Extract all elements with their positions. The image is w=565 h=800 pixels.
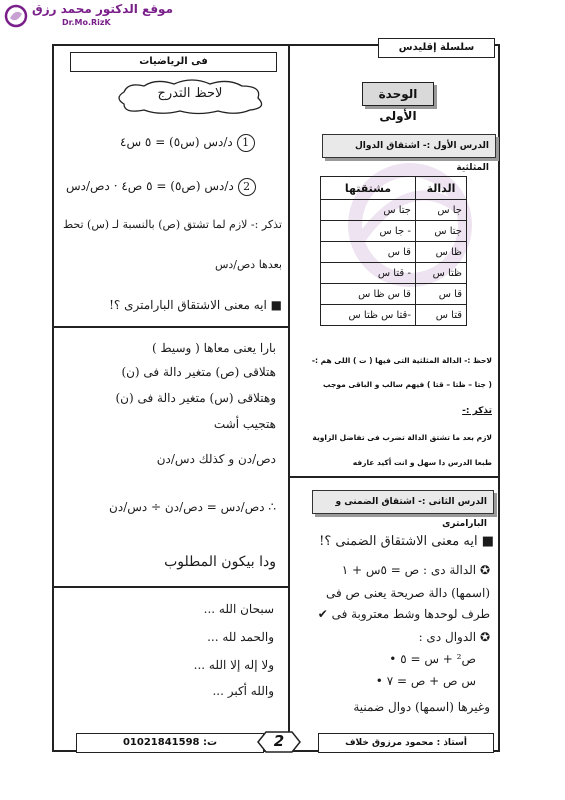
param-line-2: هتلاقى (ص) متغير دالة فى (ن) — [121, 365, 276, 379]
param-line-7: ودا بيكون المطلوب — [164, 554, 276, 570]
star-circle-icon: ✪ — [476, 630, 490, 644]
logo-mark-icon — [4, 4, 28, 28]
table-header-row — [321, 177, 467, 200]
dhikr-line-2: والحمد لله ... — [207, 630, 274, 644]
site-logo — [4, 2, 173, 32]
series-label: سلسلة إقليدس — [378, 38, 495, 58]
number-1-badge: 1 — [237, 134, 255, 152]
dot-bullet-icon: • — [375, 674, 387, 688]
dhikr-line-1: سبحان الله ... — [203, 602, 274, 616]
implicit-line-5-text: ص² + س = ٥ — [400, 652, 476, 666]
implicit-line-2: (اسمها) دالة صريحة يعنى ص فى — [325, 586, 490, 600]
param-line-3: وهتلاقى (س) متغير دالة فى (ن) — [115, 391, 276, 405]
implicit-line-1-text: الدالة دى : ص = ٥س + ١ — [341, 563, 477, 577]
table-cell: -قتا س ظتا س — [321, 305, 416, 326]
dhikr-line-3: ولا إله إلا الله ... — [193, 658, 274, 672]
derivatives-table — [320, 176, 467, 326]
implicit-line-4-text: الدوال دى : — [418, 630, 477, 644]
param-line-4: هتجيب أشت — [213, 417, 276, 431]
dhikr-line-4: والله أكبر ... — [212, 684, 274, 698]
remember-note-2: بعدها دص/دس — [214, 258, 282, 271]
checkmark-icon: ✔ — [317, 607, 332, 621]
dot-bullet-icon: • — [389, 652, 401, 666]
table-header-function: الدالة — [415, 177, 466, 200]
table-cell: قا س — [321, 242, 416, 263]
implicit-line-7: وغيرها (اسمها) دوال ضمنية — [353, 700, 490, 714]
phone-label: ت: 01021841598 — [76, 733, 264, 753]
column-divider — [288, 44, 290, 752]
lesson1-title: الدرس الأول :- اشتقاق الدوال المثلثية — [322, 134, 496, 158]
remember-note: تذكر :- لازم لما تشتق (ص) بالنسبة لـ (س) تحط — [62, 218, 282, 231]
table-cell: قا س ظا س — [321, 284, 416, 305]
square-bullet-icon: ■ — [477, 534, 494, 549]
example-2 — [66, 178, 282, 196]
param-question-text: ايه معنى الاشتقاق البارامترى ؟! — [109, 298, 267, 312]
remember-line-2: طبعا الدرس دا سهل و انت أكيد عارفه — [352, 458, 492, 467]
implicit-line-3 — [296, 607, 490, 621]
square-bullet-icon: ■ — [266, 298, 282, 312]
teacher-label: أستاذ : محمود مرزوق خلاف — [318, 733, 494, 753]
cloud-text: لاحظ التدرج — [157, 86, 223, 101]
table-header-derivative: مشتقتها — [321, 177, 416, 200]
implicit-line-5 — [296, 652, 476, 666]
table-cell: - جا س — [321, 221, 416, 242]
table-cell: جتا س — [415, 221, 466, 242]
star-circle-icon: ✪ — [476, 563, 490, 577]
lesson2-title: الدرس الثانى :- اشتقاق الضمنى و البارامترى — [312, 490, 494, 514]
subject-label: فى الرياضيات — [70, 52, 277, 72]
table-cell: قتا س — [415, 305, 466, 326]
table-row — [321, 305, 467, 326]
table-cell: جتا س — [321, 200, 416, 221]
section-rule — [290, 476, 500, 478]
example-1 — [120, 134, 282, 152]
implicit-line-1 — [296, 563, 490, 577]
table-cell: جا س — [415, 200, 466, 221]
logo-english-text: Dr.Mo.RizK — [62, 18, 111, 27]
logo-arabic-text: موقع الدكتور محمد رزق — [32, 2, 173, 16]
section-rule-left-2 — [54, 586, 288, 588]
table-row — [321, 200, 467, 221]
implicit-line-3-text: طرف لوحدها وشط معتروبة فى — [331, 607, 490, 621]
example-2-text: د/دس (ص٥) = ٥ ص٤ · دص/دس — [66, 179, 234, 193]
note-line: ( جتا – ظتا – قتا ) فيهم سالب و الباقى موجب — [323, 380, 492, 389]
implicit-question-text: ايه معنى الاشتقاق الضمنى ؟! — [319, 534, 478, 549]
table-cell: قا س — [415, 284, 466, 305]
table-cell: - قتا س — [321, 263, 416, 284]
note-label: لاحظ :- الدالة المثلثية التى فيها ( ت ) اللى هم :- — [311, 356, 492, 365]
remember-label: تذكر :- — [462, 406, 492, 416]
remember-line: لازم بعد ما تشتق الدالة تضرب فى تفاضل الزاوية — [312, 433, 492, 442]
param-line-6: ∴ دص/دس = دص/دن ÷ دس/دن — [109, 500, 276, 514]
table-row — [321, 263, 467, 284]
param-line-1: بارا يعنى معاها ( وسيط ) — [151, 341, 276, 355]
table-row — [321, 221, 467, 242]
implicit-line-6 — [296, 674, 476, 688]
page-number-badge — [256, 730, 302, 754]
table-cell: ظتا س — [415, 263, 466, 284]
implicit-question — [300, 534, 494, 549]
unit-title: الوحدة الأولى — [362, 82, 434, 106]
table-cell: ظا س — [415, 242, 466, 263]
section-rule-left — [54, 326, 288, 328]
number-2-badge: 2 — [238, 178, 256, 196]
param-question — [70, 298, 282, 312]
example-1-text: د/دس (س٥) = ٥ س٤ — [120, 135, 233, 149]
page-number: 2 — [273, 732, 285, 750]
implicit-line-4 — [296, 630, 490, 644]
implicit-line-6-text: س ص + ص = ٧ — [386, 674, 476, 688]
table-row — [321, 242, 467, 263]
table-row — [321, 284, 467, 305]
param-line-5: دص/دن و كذلك دس/دن — [156, 452, 276, 466]
